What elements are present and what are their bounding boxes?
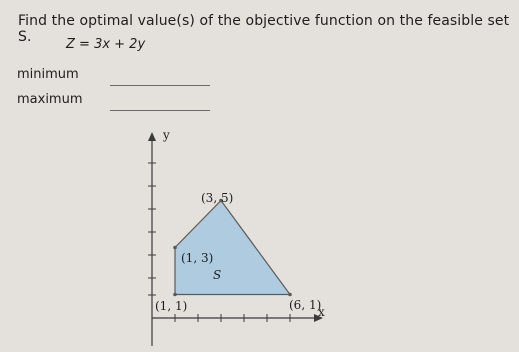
vertex-label-6-1: (6, 1) [289,298,322,312]
minimum-label: minimum [17,67,79,82]
vertex-point [288,293,292,297]
y-axis-arrow-icon [148,132,156,141]
objective-function: Z = 3x + 2y [66,37,146,52]
maximum-label: maximum [17,92,83,107]
region-label: S [213,268,222,282]
x-axis-label: x [318,305,325,319]
vertex-point [173,246,177,250]
question-prompt: Find the optimal value(s) of the objective function on the feasible set S. [18,13,510,45]
vertex-point [173,293,177,297]
feasible-region-s [175,201,290,295]
vertex-label-3-5: (3, 5) [201,191,234,205]
y-axis-label: y [163,128,170,142]
vertex-label-1-3: (1, 3) [181,251,214,265]
vertex-label-1-1: (1, 1) [155,299,188,313]
